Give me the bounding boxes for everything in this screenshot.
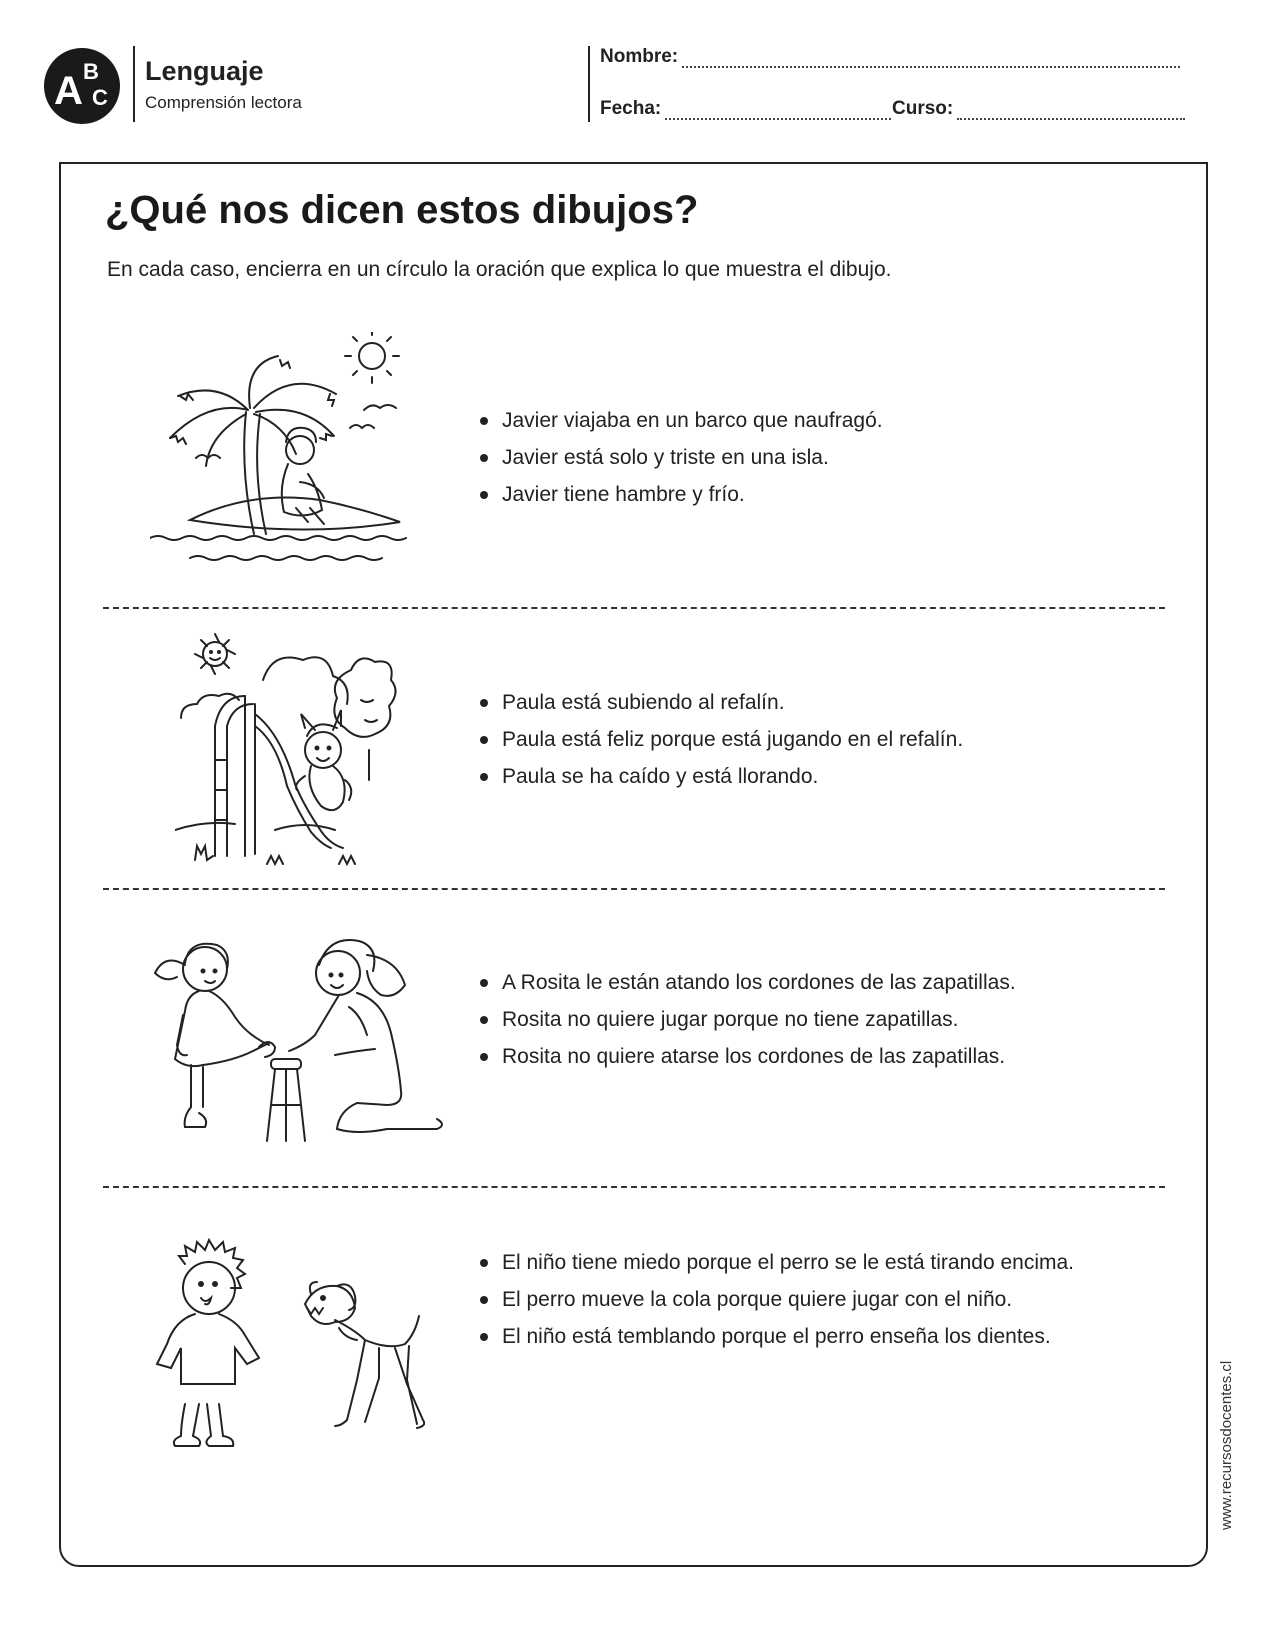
website-credit: www.recursosdocentes.cl — [1218, 1360, 1235, 1530]
separator-1 — [103, 607, 1165, 609]
name-label: Nombre: — [600, 46, 679, 67]
date-field[interactable] — [600, 98, 891, 120]
option-list-3 — [476, 964, 1016, 1075]
separator-3 — [103, 1186, 1165, 1188]
island-icon — [150, 332, 430, 572]
option-4-2[interactable]: El perro mueve la cola porque quiere jugar con el niño. — [476, 1281, 1074, 1318]
subject-subtitle: Comprensión lectora — [145, 93, 302, 112]
separator-2 — [103, 888, 1165, 890]
option-3-3[interactable]: Rosita no quiere atarse los cordones de las zapatillas. — [476, 1038, 1016, 1075]
option-list-1 — [476, 402, 883, 513]
option-4-3[interactable]: El niño está temblando porque el perro enseña los dientes. — [476, 1318, 1074, 1355]
worksheet-title: ¿Qué nos dicen estos dibujos? — [105, 188, 699, 232]
course-label: Curso: — [892, 98, 954, 119]
worksheet-instructions: En cada caso, encierra en un círculo la oración que explica lo que muestra el dibujo. — [107, 258, 892, 281]
slide-icon — [175, 630, 415, 870]
course-field[interactable] — [892, 98, 1185, 120]
option-2-2[interactable]: Paula está feliz porque está jugando en el refalín. — [476, 721, 963, 758]
option-1-1[interactable]: Javier viajaba en un barco que naufragó. — [476, 402, 883, 439]
option-list-2 — [476, 684, 963, 795]
student-fields — [588, 46, 1195, 122]
course-line[interactable] — [957, 100, 1185, 120]
logo-letter-c: C — [92, 85, 108, 110]
option-1-3[interactable]: Javier tiene hambre y frío. — [476, 476, 883, 513]
name-line[interactable] — [682, 48, 1180, 68]
option-3-2[interactable]: Rosita no quiere jugar porque no tiene zapatillas. — [476, 1001, 1016, 1038]
option-3-1[interactable]: A Rosita le están atando los cordones de las zapatillas. — [476, 964, 1016, 1001]
option-4-1[interactable]: El niño tiene miedo porque el perro se le está tirando encima. — [476, 1244, 1074, 1281]
shoelace-icon — [143, 935, 443, 1145]
option-2-3[interactable]: Paula se ha caído y está llorando. — [476, 758, 963, 795]
date-label: Fecha: — [600, 98, 662, 119]
logo-letter-a: A — [54, 69, 83, 113]
option-2-1[interactable]: Paula está subiendo al refalín. — [476, 684, 963, 721]
abc-logo-icon — [44, 48, 120, 124]
subject-title: Lenguaje — [145, 56, 264, 86]
date-line[interactable] — [665, 100, 891, 120]
boy-dog-icon — [155, 1228, 425, 1448]
option-list-4 — [476, 1244, 1074, 1355]
name-field[interactable] — [600, 46, 1180, 68]
logo-letter-b: B — [83, 59, 99, 84]
subject-block — [133, 46, 302, 122]
option-1-2[interactable]: Javier está solo y triste en una isla. — [476, 439, 883, 476]
